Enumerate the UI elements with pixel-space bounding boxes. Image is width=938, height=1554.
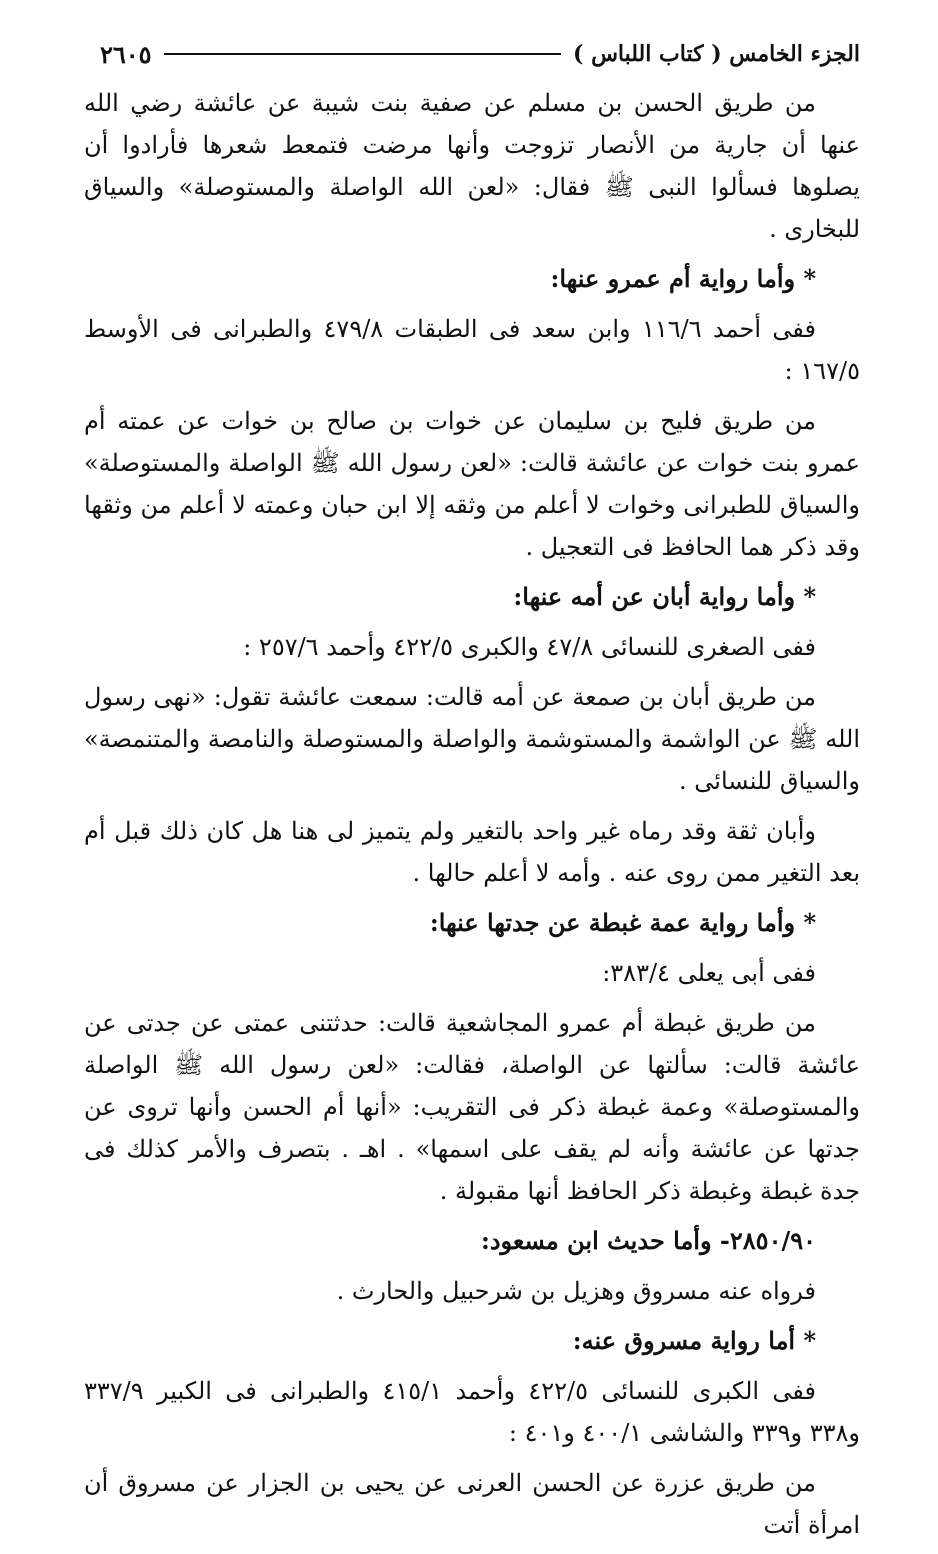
section-heading: * وأما رواية أبان عن أمه عنها: [513, 582, 816, 611]
paragraph: من طريق أبان بن صمعة عن أمه قالت: سمعت عائشة تقول: «نهى رسول الله ﷺ عن الواشمة والمستوشمة والواصلة والمستوصلة والنامصة والمتنمصة» والسياق للنسائى . [84, 683, 860, 795]
section-heading: * أما رواية مسروق عنه: [572, 1326, 816, 1355]
paragraph: ففى الصغرى للنسائى ٤٧/٨ والكبرى ٤٢٢/٥ وأحمد ٢٥٧/٦ : [243, 633, 816, 661]
paragraph: ففى أحمد ١١٦/٦ وابن سعد فى الطبقات ٤٧٩/٨ والطبرانى فى الأوسط ١٦٧/٥ : [84, 315, 860, 385]
running-title: الجزء الخامس ( كتاب اللباس ) [573, 41, 860, 67]
page-header [100, 34, 860, 74]
header-rule [164, 53, 561, 55]
paragraph: من طريق غبطة أم عمرو المجاشعية قالت: حدثتنى عمتى عن جدتى عن عائشة قالت: سألتها عن الواصلة، فقالت: «لعن رسول الله ﷺ الواصلة والمستوصلة» وعمة غبطة ذكر فى التقريب: «أنها أم الحسن وأنها تروى عن جدتها عن عائشة وأنه لم يقف على اسمها» . اهـ . بتصرف والأمر كذلك فى جدة غبطة وغبطة ذكر الحافظ أنها مقبولة . [84, 1009, 860, 1205]
paragraph: ففى أبى يعلى ٣٨٣/٤: [602, 959, 816, 987]
page-body [84, 82, 860, 1554]
paragraph: فرواه عنه مسروق وهزيل بن شرحبيل والحارث . [336, 1277, 816, 1305]
paragraph: ففى الكبرى للنسائى ٤٢٢/٥ وأحمد ٤١٥/١ والطبرانى فى الكبير ٣٣٧/٩ و٣٣٨ و٣٣٩ والشاشى ٤٠٠/١ و٤٠١ : [84, 1377, 860, 1447]
section-heading: * وأما رواية عمة غبطة عن جدتها عنها: [429, 908, 816, 937]
page-number: ٢٦٠٥ [100, 39, 152, 69]
paragraph: من طريق عزرة عن الحسن العرنى عن يحيى بن الجزار عن مسروق أن امرأة أتت [84, 1469, 860, 1539]
paragraph: من طريق الحسن بن مسلم عن صفية بنت شيبة عن عائشة رضي الله عنها أن جارية من الأنصار تزوجت وأنها مرضت فتمعط شعرها فأرادوا أن يصلوها فسألوا النبى ﷺ فقال: «لعن الله الواصلة والمستوصلة» والسياق للبخارى . [84, 89, 860, 243]
paragraph: وأبان ثقة وقد رماه غير واحد بالتغير ولم يتميز لى هنا هل كان ذلك قبل أم بعد التغير ممن روى عنه . وأمه لا أعلم حالها . [84, 817, 860, 887]
section-heading: ٢٨٥٠/٩٠- وأما حديث ابن مسعود: [480, 1226, 816, 1255]
paragraph: من طريق فليح بن سليمان عن خوات بن صالح بن خوات عن عمته أم عمرو بنت خوات عن عائشة قالت: «لعن رسول الله ﷺ الواصلة والمستوصلة» والسياق للطبرانى وخوات لا أعلم من وثقه إلا ابن حبان وعمته لا أعلم من وثقها وقد ذكر هما الحافظ فى التعجيل . [84, 407, 860, 561]
section-heading: * وأما رواية أم عمرو عنها: [550, 264, 816, 293]
